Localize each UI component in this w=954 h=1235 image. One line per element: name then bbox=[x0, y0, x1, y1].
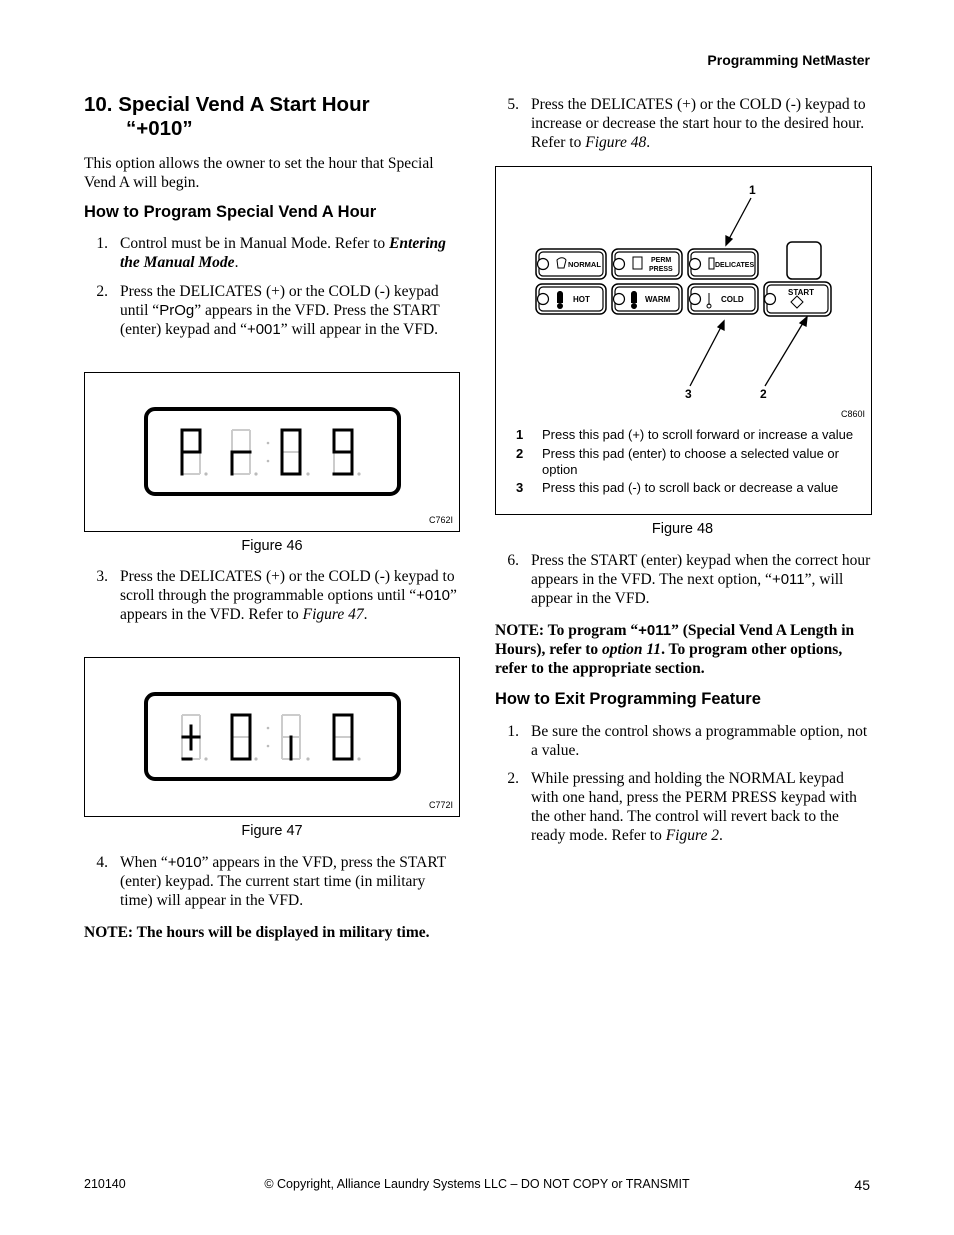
hot-thermometer-icon bbox=[557, 291, 563, 303]
step-number: 4. bbox=[96, 854, 108, 871]
key-label: NORMAL bbox=[568, 260, 601, 269]
howto-heading: How to Program Special Vend A Hour bbox=[84, 203, 377, 221]
step-number: 1. bbox=[507, 723, 519, 740]
figure-caption: Figure 46 bbox=[241, 538, 303, 554]
key-label: START bbox=[788, 288, 815, 297]
section-title: 10. Special Vend A Start Hour bbox=[84, 93, 370, 116]
intro-paragraph: This option allows the owner to set the hour that Special Vend A will begin. bbox=[84, 155, 434, 191]
figure-code: C860I bbox=[840, 409, 865, 419]
step-text: While pressing and holding the NORMAL keypad with one hand, press the PERM PRESS keypad with the other hand. The control will revert back to the ready mode. Refer to Figure 2. bbox=[531, 770, 857, 844]
key-label: PRESS bbox=[649, 266, 673, 273]
warm-thermometer-icon bbox=[631, 291, 637, 303]
figure-code: C762I bbox=[428, 515, 453, 525]
figure-caption: Figure 48 bbox=[651, 521, 714, 537]
figure-code: C772I bbox=[428, 800, 453, 810]
figure-46-box bbox=[84, 372, 460, 532]
step-number: 2. bbox=[96, 283, 108, 300]
page-number: 45 bbox=[854, 1177, 870, 1193]
running-header: Programming NetMaster bbox=[707, 52, 870, 68]
key-label: HOT bbox=[573, 295, 590, 304]
key-label: PERM bbox=[651, 257, 672, 264]
key-label: DELICATES bbox=[715, 262, 755, 269]
key-label: WARM bbox=[645, 295, 671, 304]
section-heading bbox=[84, 93, 460, 141]
cross-reference: Figure 47 bbox=[302, 606, 364, 623]
callout-label: 2 bbox=[760, 387, 767, 401]
step-text: Be sure the control shows a programmable option, not a value. bbox=[531, 723, 868, 759]
step-number: 2. bbox=[507, 770, 519, 787]
cross-reference: option 11 bbox=[602, 641, 662, 658]
vfd-display-prog bbox=[85, 373, 459, 531]
step-text: Press the START (enter) keypad when the correct hour appears in the VFD. The next option, “+011”, will appear in the VFD. bbox=[531, 552, 871, 607]
cross-reference: Figure 2 bbox=[665, 827, 719, 844]
step-text: Press the DELICATES (+) or the COLD (-) keypad to increase or decrease the start hour to the desired hour. Refer to Figure 48. bbox=[531, 96, 866, 151]
key-label: COLD bbox=[721, 295, 744, 304]
figure-47-box bbox=[84, 657, 460, 817]
step-number: 1. bbox=[96, 235, 108, 252]
figure-48-box: 1 2 3 NORMAL PERM PRESS DELICATES HOT WARM COLD START C860I 1 Press this pad (+) to scroll forward or increase a value 2 Press this pad (enter) to choose a selected value or option 3 Press this pad (-) to scroll back or decrease a value bbox=[495, 166, 872, 515]
vfd-display-010 bbox=[85, 658, 459, 816]
copyright-notice: © Copyright, Alliance Laundry Systems LLC – DO NOT COPY or TRANSMIT bbox=[264, 1177, 690, 1191]
note-military-time: NOTE: The hours will be displayed in military time. bbox=[84, 924, 430, 941]
cross-reference: Entering the Manual Mode bbox=[120, 235, 446, 271]
exit-heading: How to Exit Programming Feature bbox=[495, 690, 761, 708]
step-number: 5. bbox=[507, 96, 519, 113]
doc-number: 210140 bbox=[84, 1177, 126, 1191]
callout-label: 3 bbox=[685, 387, 692, 401]
callout-label: 1 bbox=[749, 183, 756, 197]
figure-caption: Figure 47 bbox=[241, 823, 303, 839]
step-text: When “+010” appears in the VFD, press the START (enter) keypad. The current start time (in military time) will appear in the VFD. bbox=[120, 854, 446, 909]
note-option-11: NOTE: To program “+011” (Special Vend A Length in Hours), refer to option 11. To program other options, refer to the appropriate section. bbox=[495, 622, 855, 677]
step-text: Press the DELICATES (+) or the COLD (-) keypad to scroll through the programmable options until “+010” appears in the VFD. Refer to Figure 47. bbox=[120, 568, 457, 623]
section-title-code: “+010” bbox=[126, 117, 193, 140]
step-text: Press the DELICATES (+) or the COLD (-) keypad until “PrOg” appears in the VFD. Press the START (enter) keypad and “+001” will appear in the VFD. bbox=[120, 283, 440, 338]
step-text: Control must be in Manual Mode. Refer to Entering the Manual Mode. bbox=[120, 235, 446, 271]
cross-reference: Figure 48 bbox=[585, 134, 647, 151]
step-number: 6. bbox=[507, 552, 519, 569]
keypad-diagram bbox=[496, 167, 871, 407]
step-number: 3. bbox=[96, 568, 108, 585]
